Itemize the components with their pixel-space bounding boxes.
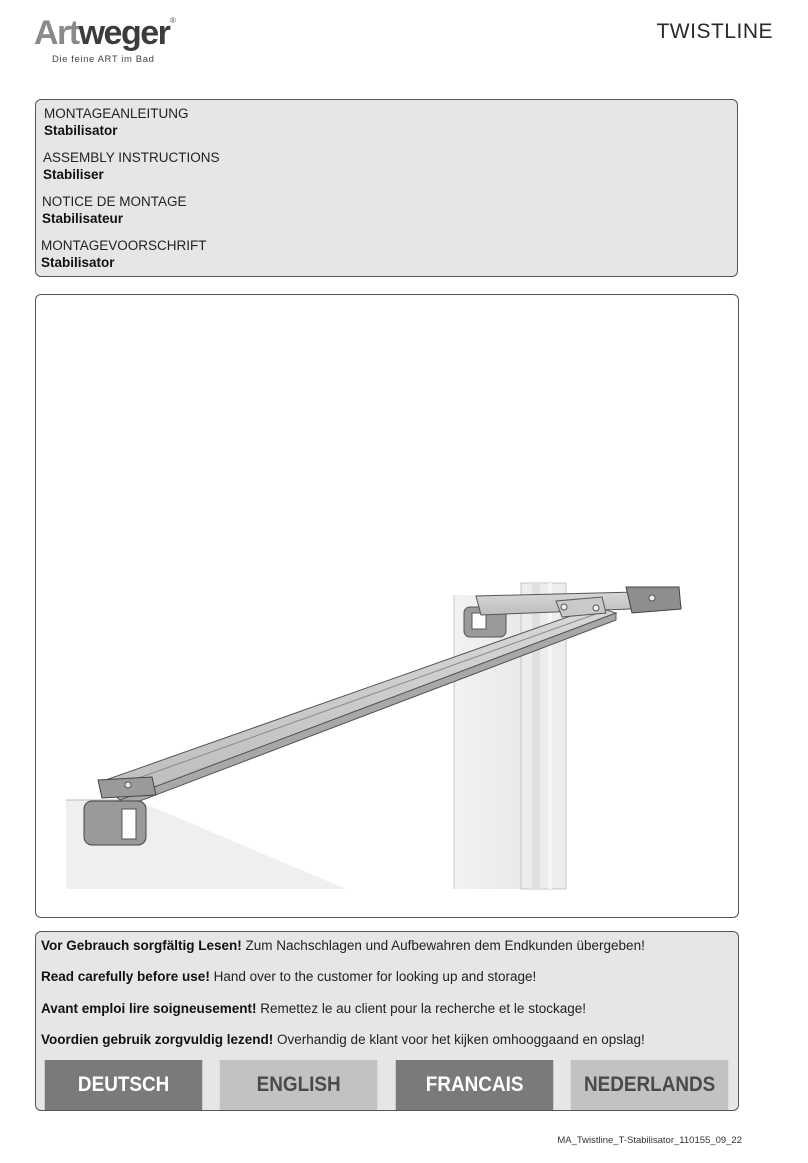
illustration-box xyxy=(35,294,739,918)
front-clamp-slot xyxy=(122,809,136,839)
front-wall-clamp xyxy=(84,801,146,845)
title-value: Stabilisator xyxy=(44,123,118,138)
brand-logo-wordmark: Artweger xyxy=(34,14,170,52)
stabiliser-bar-illustration-icon xyxy=(36,295,737,916)
title-value: Stabiliser xyxy=(43,167,104,182)
title-value: Stabilisateur xyxy=(42,211,124,226)
brand-tagline: Die feine ART im Bad xyxy=(52,54,155,65)
language-tab-deutsch[interactable]: DEUTSCH xyxy=(45,1060,203,1110)
screw-icon xyxy=(125,782,131,788)
usage-note-de: Vor Gebrauch sorgfältig Lesen! Zum Nachschlagen und Aufbewahren dem Endkunden übergeben! xyxy=(41,938,645,953)
title-label: NOTICE DE MONTAGE xyxy=(42,194,187,209)
document-code: MA_Twistline_T-Stabilisator_110155_09_22 xyxy=(557,1135,742,1146)
language-tab-francais[interactable]: FRANCAIS xyxy=(395,1060,553,1110)
title-label: MONTAGEANLEITUNG xyxy=(44,106,189,121)
usage-note-fr: Avant emploi lire soigneusement! Remettez le au client pour la recherche et le stockage! xyxy=(41,1001,586,1016)
title-label: ASSEMBLY INSTRUCTIONS xyxy=(43,150,220,165)
title-value: Stabilisator xyxy=(41,255,115,270)
product-line-title: TWISTLINE xyxy=(656,20,773,43)
title-entry-nl xyxy=(41,238,207,271)
screw-icon xyxy=(649,595,655,601)
screw-icon xyxy=(593,605,599,611)
registered-mark: ® xyxy=(170,16,176,25)
title-entry-fr xyxy=(42,194,187,227)
usage-note-nl: Voordien gebruik zorgvuldig lezend! Overhandig de klant voor het kijken omhooggaand en opslag! xyxy=(41,1032,645,1047)
language-tab-english[interactable]: ENGLISH xyxy=(220,1060,378,1110)
usage-note-en: Read carefully before use! Hand over to the customer for looking up and storage! xyxy=(41,969,537,984)
title-entry-en xyxy=(43,150,220,183)
brand-logo xyxy=(34,14,194,68)
title-entry-de xyxy=(44,106,189,139)
title-label: MONTAGEVOORSCHRIFT xyxy=(41,238,207,253)
language-tabs xyxy=(36,1060,737,1110)
title-box xyxy=(35,99,738,277)
rear-clamp-slot xyxy=(472,613,486,629)
language-tab-nederlands[interactable]: NEDERLANDS xyxy=(571,1060,729,1110)
screw-icon xyxy=(561,604,567,610)
usage-notes-box xyxy=(35,931,739,1111)
